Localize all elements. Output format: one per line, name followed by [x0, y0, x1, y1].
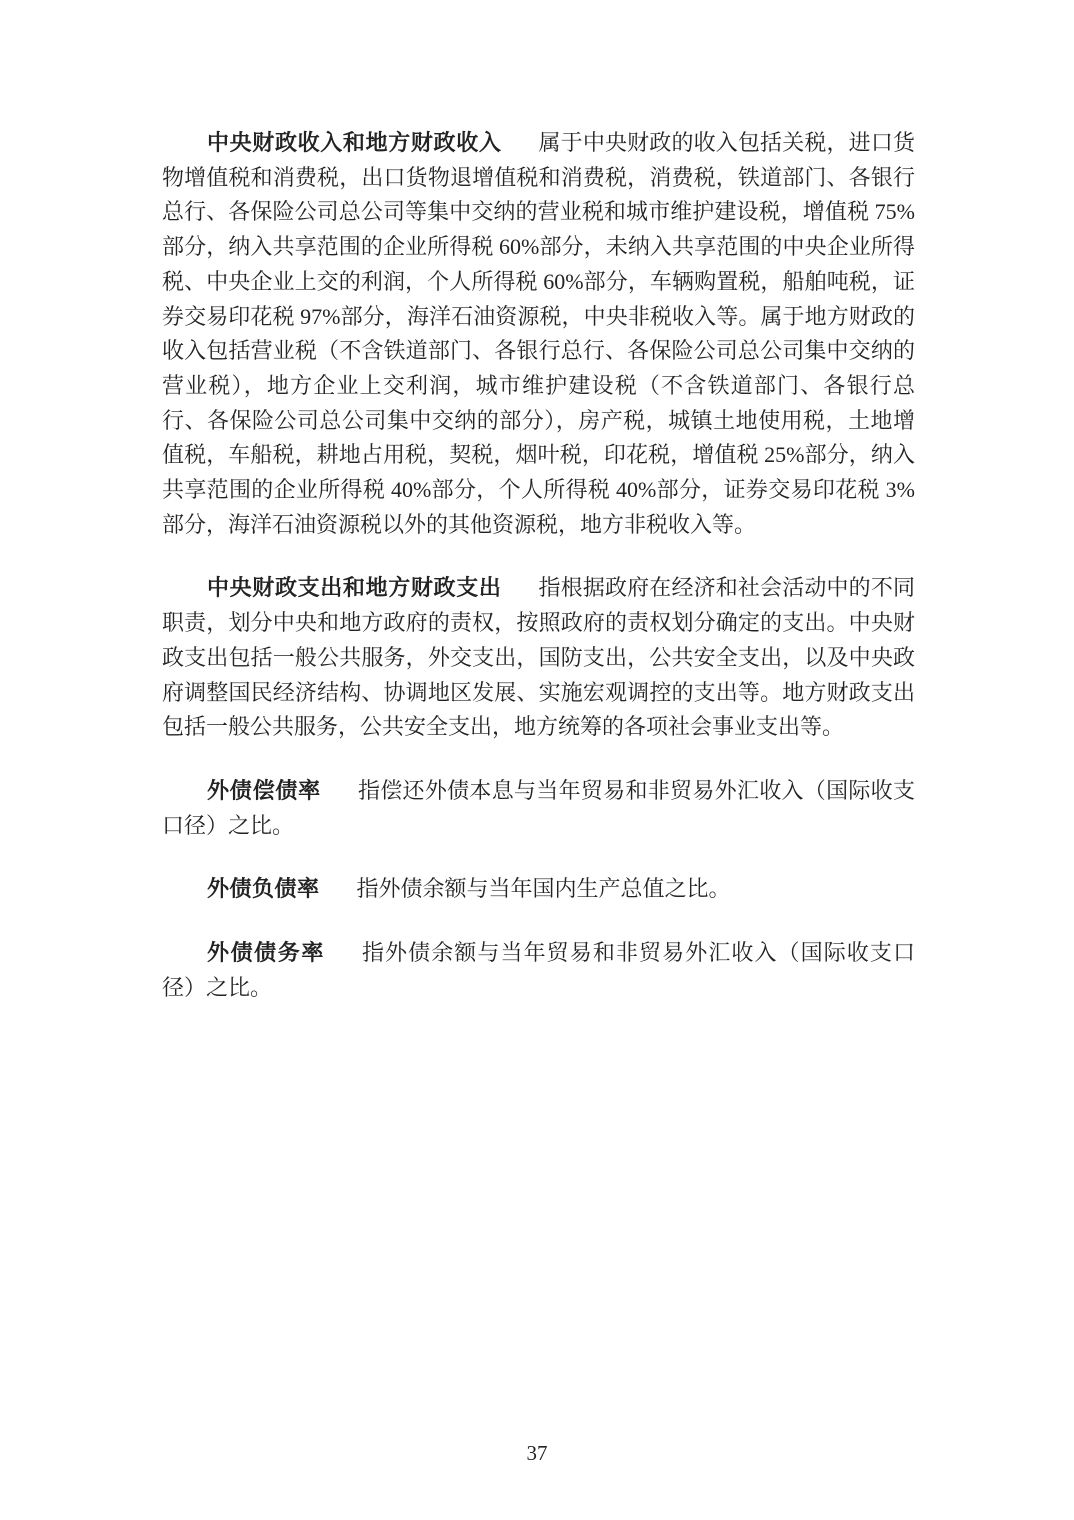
glossary-entry: [162, 571, 915, 745]
glossary-content: [162, 126, 915, 1034]
glossary-entry: [162, 774, 915, 843]
definition-text: 属于中央财政的收入包括关税，进口货物增值税和消费税，出口货物退增值税和消费税，消费税，铁道部门、各银行总行、各保险公司总公司等集中交纳的营业税和城市维护建设税，增值税 75%部分，纳入共享范围的企业所得税 60%部分，未纳入共享范围的中央企业所得税、中央企业上交的利润，个人所得税 60%部分，车辆购置税，船舶吨税，证券交易印花税 97%部分，海洋石油资源税，中央非税收入等。属于地方财政的收入包括营业税（不含铁道部门、各银行总行、各保险公司总公司集中交纳的营业税），地方企业上交利润，城市维护建设税（不含铁道部门、各银行总行、各保险公司总公司集中交纳的部分），房产税，城镇土地使用税，土地增值税，车船税，耕地占用税，契税，烟叶税，印花税，增值税 25%部分，纳入共享范围的企业所得税 40%部分，个人所得税 40%部分，证券交易印花税 3%部分，海洋石油资源税以外的其他资源税，地方非税收入等。: [162, 130, 915, 537]
glossary-entry: [162, 126, 915, 542]
definition-text: 指外债余额与当年国内生产总值之比。: [356, 876, 731, 902]
term-label: 外债偿债率: [207, 777, 321, 803]
term-label: 中央财政收入和地方财政收入: [207, 130, 502, 155]
page-number: 37: [526, 1441, 548, 1465]
term-label: 中央财政支出和地方财政支出: [207, 575, 502, 601]
definition-text: 指偿还外债本息与当年贸易和非贸易外汇收入（国际收支口径）之比。: [162, 777, 915, 838]
term-label: 外债负债率: [207, 876, 320, 902]
glossary-entry: [162, 936, 915, 1005]
definition-text: 指外债余额与当年贸易和非贸易外汇收入（国际收支口径）之比。: [162, 940, 915, 1000]
term-label: 外债债务率: [207, 940, 325, 966]
definition-text: 指根据政府在经济和社会活动中的不同职责，划分中央和地方政府的责权，按照政府的责权划分确定的支出。中央财政支出包括一般公共服务，外交支出，国防支出，公共安全支出，以及中央政府调整国民经济结构、协调地区发展、实施宏观调控的支出等。地方财政支出包括一般公共服务，公共安全支出，地方统筹的各项社会事业支出等。: [162, 575, 915, 740]
glossary-entry: [162, 872, 915, 907]
